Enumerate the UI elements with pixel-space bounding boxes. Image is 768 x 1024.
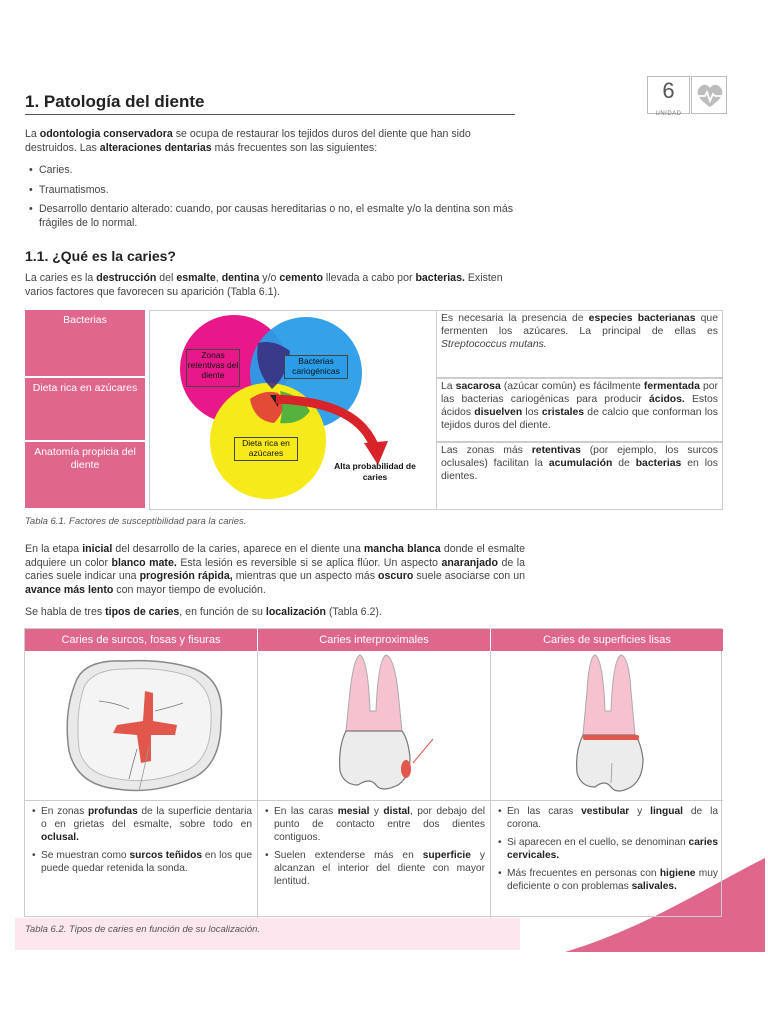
row-label-dieta: Dieta rica en azúcares: [25, 378, 145, 442]
header-lisas: Caries de superficies lisas: [491, 629, 723, 651]
table-62-caption: Tabla 6.2. Tipos de caries en función de su localización.: [25, 924, 261, 935]
header-interproximales: Caries interproximales: [258, 629, 491, 651]
col-lisas-text: [491, 801, 723, 918]
caries-types-table: [24, 628, 722, 917]
heartbeat-icon: [691, 76, 727, 114]
venn-diagram: [149, 310, 437, 510]
occlusal-tooth-illustration: [25, 651, 258, 801]
desc-bacterias: Es necesaria la presencia de especies bacterianas que fermenten los azúcares. La principal de ellas es Streptococcus mutans.: [437, 310, 723, 378]
venn-label-diet: Dieta rica en azúcares: [234, 437, 298, 461]
list-item: • Desarrollo dentario alterado: cuando, por causas hereditarias o no, el esmalte y/o la dentina son más frágiles de lo normal.: [25, 203, 517, 230]
stages-paragraph: En la etapa inicial del desarrollo de la caries, aparece en el diente una mancha blanca donde el esmalte adquiere un color blanco mate. Esta lesión es reversible si se aplica flúor. Un aspecto anaranjado de la caries suele indicar una progresión rápida, mientras que un aspecto más oscuro suele asociarse con un avance más lento con mayor tiempo de evolución.: [25, 543, 525, 596]
unit-number: 6: [662, 78, 675, 103]
list-item: • Suelen extenderse más en superficie y alcanzan el interior del diente con mayor lentitud.: [263, 849, 485, 888]
list-item: • Si aparecen en el cuello, se denominan caries cervicales.: [496, 836, 718, 862]
col-surcos-text: [25, 801, 258, 918]
list-item: • Más frecuentes en personas con higiene muy deficiente o con problemas salivales.: [496, 867, 718, 893]
list-item: • En zonas profundas de la superficie dentaria o en grietas del esmalte, sobre todo en oclusal.: [30, 805, 252, 844]
list-item: • Traumatismos.: [25, 184, 517, 198]
venn-label-result: Alta probabilidad de caries: [334, 461, 416, 482]
page-title: 1. Patología del diente: [25, 92, 515, 115]
types-intro: Se habla de tres tipos de caries, en función de su localización (Tabla 6.2).: [25, 606, 382, 618]
desc-dieta: La sacarosa (azúcar común) es fácilmente fermentada por las bacterias cariogénicas para producir ácidos. Estos ácidos disuelven los cristales de calcio que conforman los tejidos duros del diente.: [437, 378, 723, 442]
caries-definition: La caries es la destrucción del esmalte, dentina y/o cemento llevada a cabo por bacterias. Existen varios factores que favorecen su aparición (Tabla 6.1).: [25, 272, 503, 298]
factors-table: [25, 310, 723, 510]
document-page: [5, 68, 765, 952]
list-item: • En las caras vestibular y lingual de la corona.: [496, 805, 718, 831]
venn-label-zones: Zonas retentivas del diente: [186, 349, 240, 387]
section-title: 1.1. ¿Qué es la caries?: [25, 248, 176, 264]
table-61-caption: Tabla 6.1. Factores de susceptibilidad para la caries.: [25, 516, 247, 527]
interproximal-tooth-illustration: [258, 651, 491, 801]
col-interproximales-text: [258, 801, 491, 918]
list-item: • En las caras mesial y distal, por debajo del punto de contacto entre dos dientes contiguos.: [263, 805, 485, 844]
desc-anatomia: Las zonas más retentivas (por ejemplo, los surcos oclusales) facilitan la acumulación de bacterias en los dientes.: [437, 442, 723, 510]
smooth-surface-tooth-illustration: [491, 651, 723, 801]
venn-label-bacteria: Bacterias cariogénicas: [284, 355, 348, 379]
row-label-bacterias: Bacterias: [25, 310, 145, 378]
header-surcos: Caries de surcos, fosas y fisuras: [25, 629, 258, 651]
list-item: • Se muestran como surcos teñidos en los que puede quedar retenida la sonda.: [30, 849, 252, 875]
unit-label: UNIDAD: [655, 111, 682, 117]
alterations-list: [25, 164, 517, 236]
intro-paragraph: La odontologia conservadora se ocupa de restaurar los tejidos duros del diente que han sido destruidos. Las alteraciones dentarias más frecuentes son las siguientes:: [25, 128, 471, 154]
unit-badge: [647, 76, 690, 117]
row-label-anatomia: Anatomía propicia del diente: [25, 442, 145, 510]
list-item: • Caries.: [25, 164, 517, 178]
